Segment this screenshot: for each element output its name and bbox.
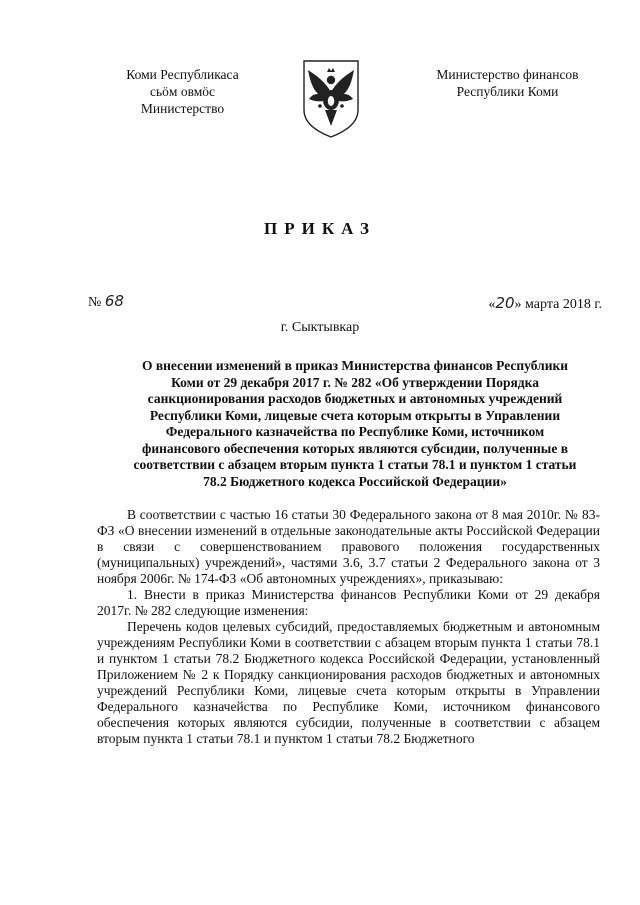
order-date (488, 294, 602, 313)
order-number (88, 292, 124, 311)
header-left-line: Министерство (140, 101, 225, 116)
heading-line: Коми от 29 декабря 2017 г. № 282 «Об утверждении Порядка (171, 374, 539, 390)
coat-of-arms-icon (300, 58, 362, 140)
order-body (97, 507, 600, 747)
body-paragraph-basis: В соответствии с частью 16 статьи 30 Федерального закона от 8 мая 2010г. № 83-ФЗ «О внесении изменений в отдельные законодательные акты Российской Федерации в связи с совершенствованием правового положения государственных (муниципальных) учреждений», частями 3.6, 3.7 статьи 2 Федерального закона от 3 ноября 2006г. № 174-ФЗ «Об автономных учреждениях», приказываю: (97, 507, 600, 586)
header-left-line: Коми Республикаса (126, 67, 239, 82)
order-number-prefix: № (88, 295, 102, 310)
date-day: 20 (495, 294, 515, 312)
heading-line: О внесении изменений в приказ Министерства финансов Республики (141, 358, 569, 373)
heading-line: финансового обеспечения которых являются субсидии, полученные в (142, 440, 568, 456)
body-paragraph-item-1: 1. Внести в приказ Министерства финансов Республики Коми от 29 декабря 2017г. № 282 следующие изменения: (97, 587, 600, 618)
header-right-line: Министерство финансов (436, 67, 579, 82)
header-right-ministry (415, 66, 600, 100)
header-left-komi (100, 66, 265, 117)
heading-line: Республики Коми, лицевые счета которым открыты в Управлении (149, 407, 561, 423)
date-close-quote: » (514, 297, 522, 312)
document-title: ПРИКАЗ (264, 219, 376, 238)
order-heading (95, 358, 615, 490)
city: г. Сыктывкар (280, 320, 360, 335)
heading-line: соответствии с абзацем вторым пункта 1 статьи 78.1 и пунктом 1 статьи (133, 457, 577, 472)
header-right-line: Республики Коми (456, 84, 559, 99)
order-number-value: 68 (104, 292, 124, 310)
heading-line: санкционирования расходов бюджетных и автономных учреждений (147, 391, 563, 406)
header-left-line: сьӧм овмӧс (150, 84, 215, 99)
heading-line: 78.2 Бюджетного кодекса Российской Федерации» (203, 473, 507, 489)
date-open-quote: « (488, 297, 496, 312)
heading-line: Федерального казначейства по Республике Коми, источником (165, 424, 545, 439)
date-month-year: марта 2018 г. (525, 297, 602, 312)
body-paragraph-list: Перечень кодов целевых субсидий, предоставляемых бюджетным и автономным учреждениям Республики Коми в соответствии с абзацем вторым пункта 1 статьи 78.1 и пунктом 1 статьи 78.2 Бюджетного кодекса Российской Федерации, установленный Приложением № 2 к Порядку санкционирования расходов бюджетных и автономных учреждений Республики Коми, лицевые счета которым открыты в Управлении Федерального казначейства по Республике Коми, источником финансового обеспечения которых являются субсидии, полученные в соответствии с абзацем вторым пункта 1 статьи 78.1 и пунктом 1 статьи 78.2 Бюджетного (97, 619, 600, 746)
